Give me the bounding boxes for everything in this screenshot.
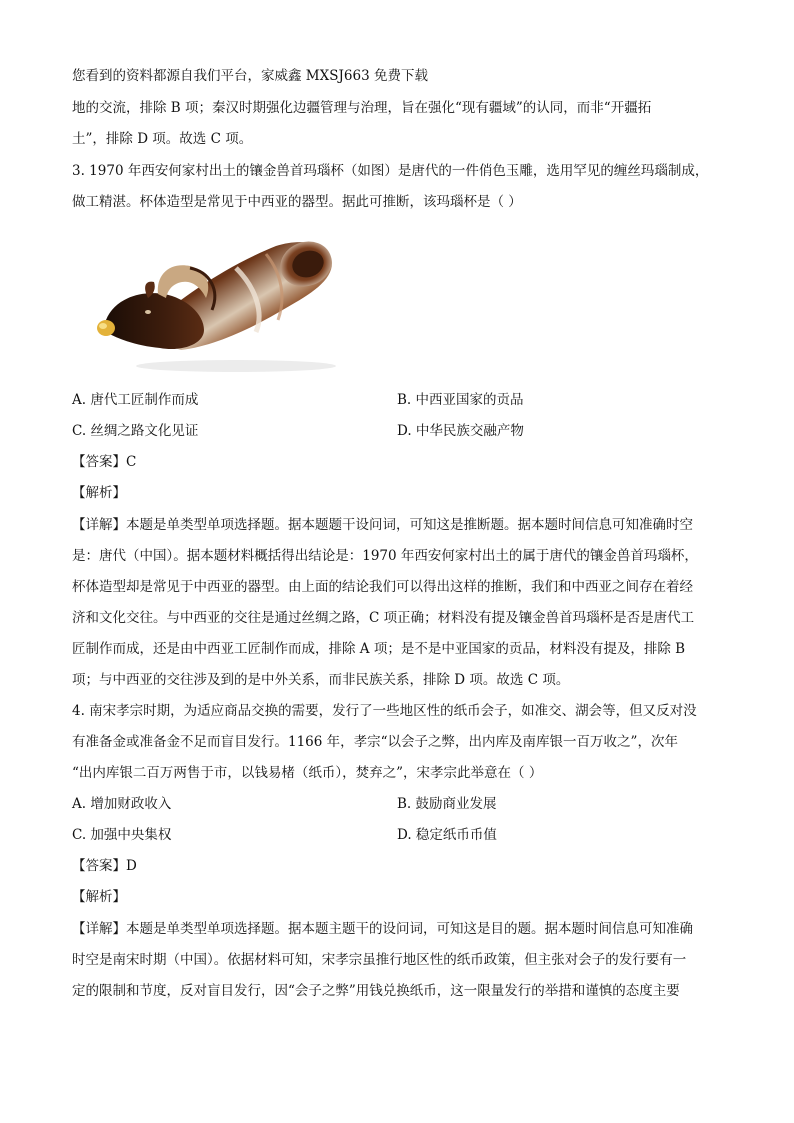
detail-line: 【详解】本题是单类型单项选择题。据本题主题干的设问词，可知这是目的题。据本题时间信息可知准确 [72, 921, 693, 937]
detail-line: 定的限制和节度，反对盲目发行，因“会子之弊”用钱兑换纸币，这一限量发行的举措和谨慎的态度主要 [72, 983, 680, 999]
question-3-stem: 3. 1970 年西安何家村出土的镶金兽首玛瑙杯（如图）是唐代的一件俏色玉雕，选用罕见的缠丝玛瑙制成， [72, 163, 709, 179]
option-b: B. 鼓励商业发展 [397, 796, 497, 812]
option-d: D. 稳定纸币币值 [397, 827, 497, 843]
analysis-label: 【解析】 [72, 889, 126, 905]
question-4-stem: “出内库银二百万两售于市，以钱易楮（纸币），焚弃之”，宋孝宗此举意在（ ） [72, 765, 543, 781]
option-a: A. 增加财政收入 [72, 796, 172, 812]
option-a: A. 唐代工匠制作而成 [72, 392, 199, 408]
answer-label: 【答案】D [72, 858, 137, 874]
detail-line: 时空是南宋时期（中国）。依据材料可知，宋孝宗虽推行地区性的纸币政策，但主张对会子的发行要有一 [72, 952, 687, 968]
option-c: C. 加强中央集权 [72, 827, 172, 843]
answer-label: 【答案】C [72, 454, 137, 470]
question-4-stem: 4. 南宋孝宗时期，为适应商品交换的需要，发行了一些地区性的纸币会子，如准交、湖会等，但又反对没 [72, 703, 697, 719]
detail-line: 济和文化交往。与中西亚的交往是通过丝绸之路，C 项正确；材料没有提及镶金兽首玛瑙杯是否是唐代工 [72, 610, 695, 626]
question-4-stem: 有准备金或准备金不足而盲目发行。1166 年，孝宗“以会子之弊，出内库及南库银一百万收之”，次年 [72, 734, 678, 750]
header-note: 您看到的资料都源自我们平台，家威鑫 MXSJ663 免费下载 [72, 68, 428, 84]
text-line: 土”，排除 D 项。故选 C 项。 [72, 131, 253, 147]
agate-rhyton-photo [86, 228, 342, 376]
option-b: B. 中西亚国家的贡品 [397, 392, 524, 408]
text-line: 地的交流，排除 B 项；秦汉时期强化边疆管理与治理，旨在强化“现有疆域”的认同，而非“开疆拓 [72, 100, 652, 116]
option-d: D. 中华民族交融产物 [397, 423, 524, 439]
detail-line: 匠制作而成，还是由中西亚工匠制作而成，排除 A 项；是不是中亚国家的贡品，材料没有提及，排除 B [72, 641, 686, 657]
question-3-stem: 做工精湛。杯体造型是常见于中西亚的器型。据此可推断，该玛瑙杯是（ ） [72, 194, 522, 210]
detail-line: 项；与中西亚的交往涉及到的是中外关系，而非民族关系，排除 D 项。故选 C 项。 [72, 672, 570, 688]
analysis-label: 【解析】 [72, 485, 126, 501]
detail-line: 【详解】本题是单类型单项选择题。据本题题干设问词，可知这是推断题。据本题时间信息可知准确时空 [72, 517, 693, 533]
detail-line: 是：唐代（中国）。据本题材料概括得出结论是：1970 年西安何家村出土的属于唐代的镶金兽首玛瑙杯， [72, 548, 698, 564]
option-c: C. 丝绸之路文化见证 [72, 423, 199, 439]
detail-line: 杯体造型却是常见于中西亚的器型。由上面的结论我们可以得出这样的推断，我们和中西亚之间存在着经 [72, 579, 693, 595]
